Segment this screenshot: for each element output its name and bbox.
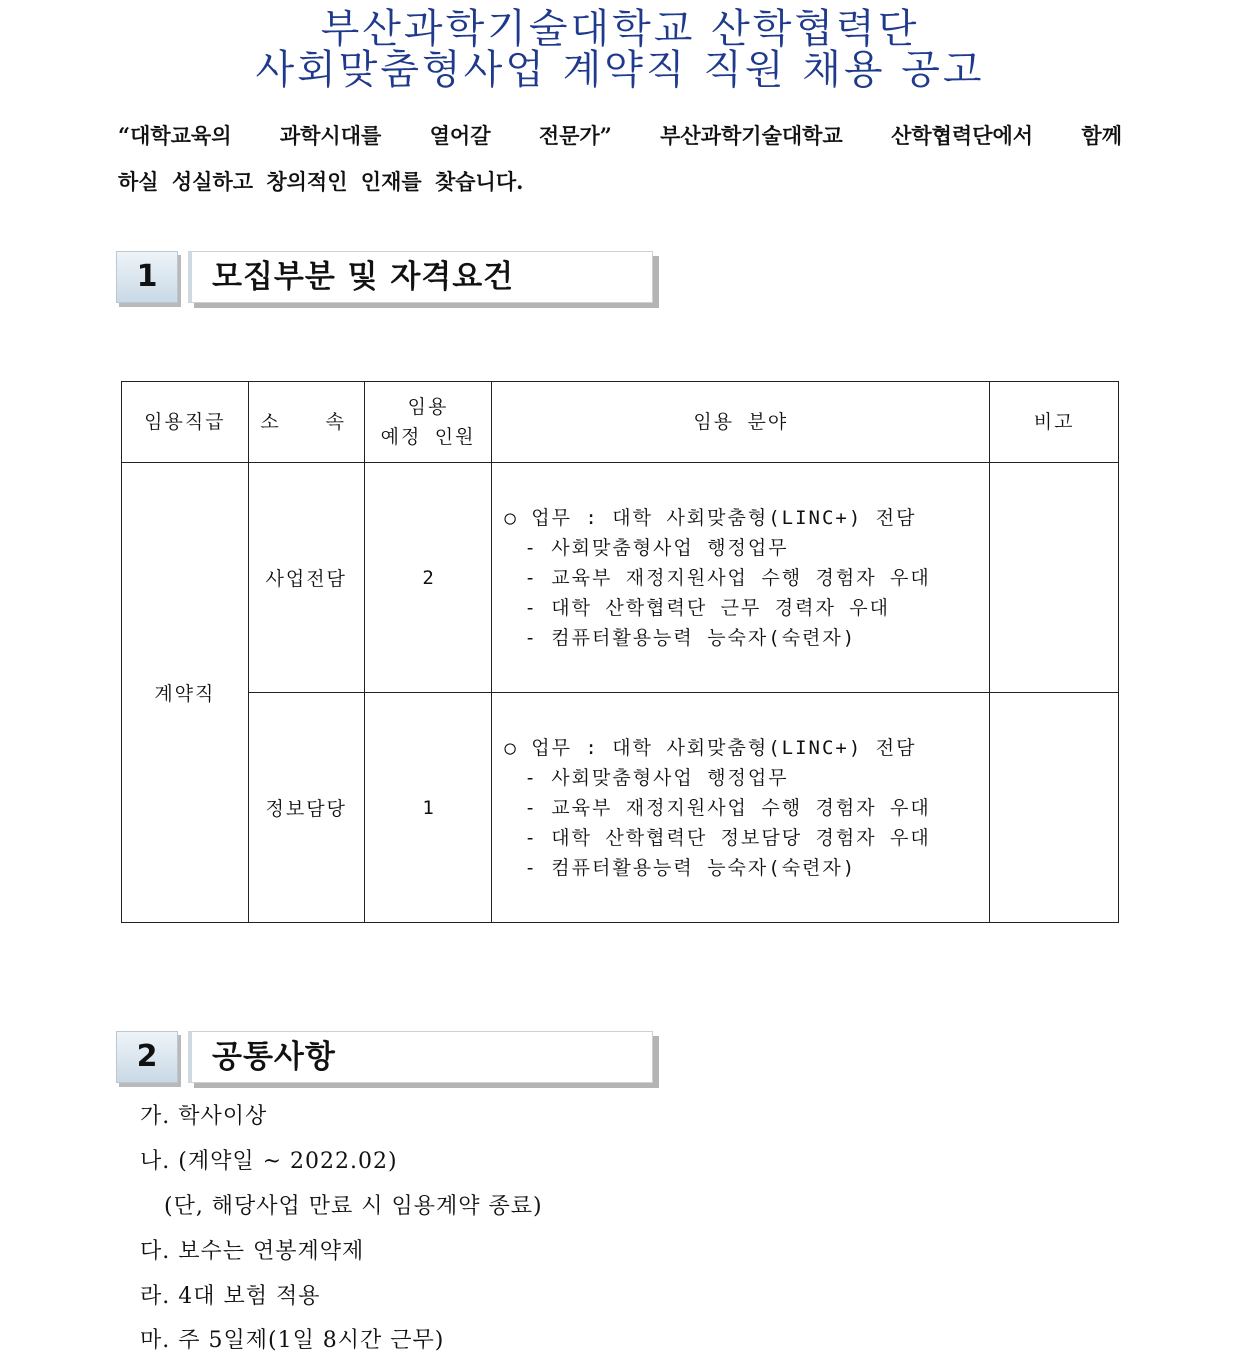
grade-cell: 계약직	[122, 463, 249, 923]
common-item-2: 나. (계약일 ~ 2022.02)	[140, 1149, 398, 1174]
common-item-5: 마. 주 5일제(1일 8시간 근무)	[140, 1328, 445, 1353]
section-2-title-box	[188, 1031, 653, 1083]
requirement-item: - 대학 산학협력단 근무 경력자 우대	[524, 596, 890, 619]
table-row	[122, 463, 1119, 693]
requirement-item: - 사회맞춤형사업 행정업무	[524, 766, 789, 789]
table-row	[122, 693, 1119, 923]
intro-line-1: “대학교육의 과학시대를 열어갈 전문가” 부산과학기술대학교 산학협력단에서 함께	[118, 123, 1122, 148]
section-2-title: 공통사항	[212, 1039, 336, 1075]
note-cell	[990, 463, 1119, 693]
count-cell: 1	[364, 693, 492, 923]
field-cell	[492, 463, 990, 693]
common-item-3: 다. 보수는 연봉계약제	[140, 1239, 365, 1264]
section-1-number: 1	[116, 251, 178, 303]
header-dept	[248, 382, 364, 463]
requirement-item: - 교육부 재정지원사업 수행 경험자 우대	[524, 796, 931, 819]
count-cell: 2	[364, 463, 492, 693]
requirement-item: - 대학 산학협력단 정보담당 경험자 우대	[524, 826, 931, 849]
common-item-1: 가. 학사이상	[140, 1104, 268, 1129]
table-header-row	[122, 382, 1119, 463]
header-count-line-2: 예정 인원	[380, 426, 476, 448]
common-item-2-note: (단, 해당사업 만료 시 임용계약 종료)	[140, 1194, 543, 1219]
field-cell	[492, 693, 990, 923]
note-cell	[990, 693, 1119, 923]
duty-line: ○ 업무 : 대학 사회맞춤형(LINC+) 전담	[504, 506, 917, 529]
header-count	[364, 382, 492, 463]
section-2-number: 2	[116, 1031, 178, 1083]
dept-cell: 정보담당	[248, 693, 364, 923]
header-count-line-1: 임용	[407, 396, 449, 418]
requirement-item: - 사회맞춤형사업 행정업무	[524, 536, 789, 559]
recruitment-table	[121, 381, 1119, 923]
section-2-header	[116, 1031, 656, 1087]
common-item-4: 라. 4대 보험 적용	[140, 1284, 321, 1309]
section-1-title: 모집부분 및 자격요건	[212, 259, 515, 295]
requirement-item: - 컴퓨터활용능력 능숙자(숙련자)	[524, 856, 857, 879]
duty-line: ○ 업무 : 대학 사회맞춤형(LINC+) 전담	[504, 736, 917, 759]
requirement-item: - 컴퓨터활용능력 능숙자(숙련자)	[524, 626, 857, 649]
header-grade: 임용직급	[122, 382, 249, 463]
header-dept-label: 소 속	[260, 411, 352, 433]
requirement-item: - 교육부 재정지원사업 수행 경험자 우대	[524, 566, 931, 589]
title-line-2: 사회맞춤형사업 계약직 직원 채용 공고	[255, 47, 985, 93]
section-1-header	[116, 251, 656, 307]
dept-cell: 사업전담	[248, 463, 364, 693]
header-note: 비고	[990, 382, 1119, 463]
intro-line-2: 하실 성실하고 창의적인 인재를 찾습니다.	[118, 169, 524, 194]
header-field: 임용 분야	[492, 382, 990, 463]
section-1-title-box	[188, 251, 653, 303]
title-line-1: 부산과학기술대학교 산학협력단	[320, 6, 920, 52]
